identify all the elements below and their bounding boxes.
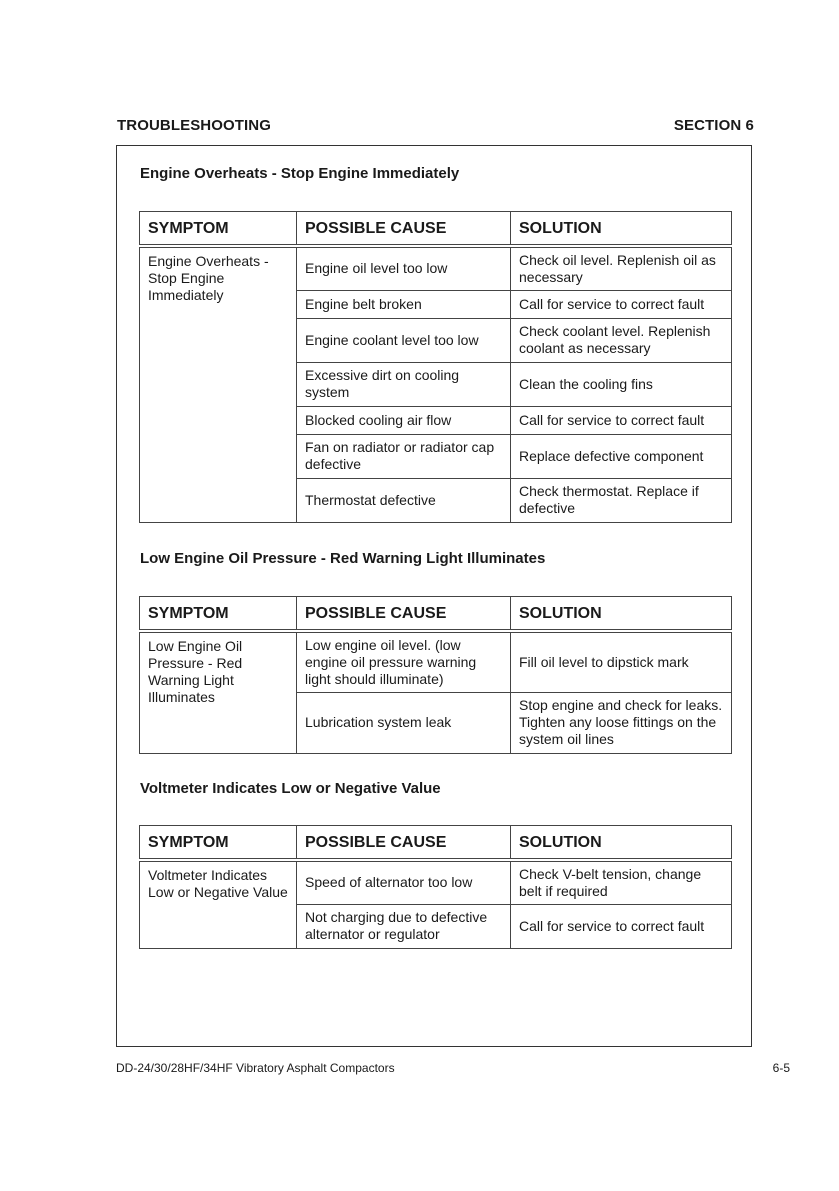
cause-cell: Not charging due to defective alternator or regulator — [297, 904, 511, 948]
column-header-solution: SOLUTION — [511, 597, 732, 632]
troubleshooting-table-engine-overheats — [139, 211, 732, 523]
solution-cell: Check V-belt tension, change belt if required — [511, 860, 732, 904]
cause-cell: Engine oil level too low — [297, 246, 511, 290]
cause-cell: Thermostat defective — [297, 478, 511, 522]
column-header-cause: POSSIBLE CAUSE — [297, 597, 511, 632]
cause-cell: Low engine oil level. (low engine oil pressure warning light should illuminate) — [297, 631, 511, 692]
page-number: 6-5 — [772, 1061, 790, 1075]
troubleshooting-table-voltmeter — [139, 825, 732, 949]
column-header-symptom: SYMPTOM — [140, 597, 297, 632]
column-header-cause: POSSIBLE CAUSE — [297, 826, 511, 861]
table-header-row — [140, 597, 732, 632]
cause-cell: Speed of alternator too low — [297, 860, 511, 904]
solution-cell: Check oil level. Replenish oil as necessary — [511, 246, 732, 290]
table-row — [140, 631, 732, 692]
section-title-engine-overheats: Engine Overheats - Stop Engine Immediately — [140, 165, 460, 182]
solution-cell: Stop engine and check for leaks. Tighten any loose fittings on the system oil lines — [511, 692, 732, 753]
section-header-title: TROUBLESHOOTING — [117, 117, 271, 134]
symptom-cell: Engine Overheats - Stop Engine Immediately — [140, 246, 297, 522]
column-header-symptom: SYMPTOM — [140, 826, 297, 861]
column-header-cause: POSSIBLE CAUSE — [297, 212, 511, 247]
solution-cell: Fill oil level to dipstick mark — [511, 631, 732, 692]
solution-cell: Call for service to correct fault — [511, 904, 732, 948]
symptom-cell: Low Engine Oil Pressure - Red Warning Light Illuminates — [140, 631, 297, 753]
solution-cell: Call for service to correct fault — [511, 290, 732, 318]
cause-cell: Lubrication system leak — [297, 692, 511, 753]
table-header-row — [140, 212, 732, 247]
solution-cell: Call for service to correct fault — [511, 406, 732, 434]
solution-cell: Check coolant level. Replenish coolant as necessary — [511, 318, 732, 362]
section-title-low-oil-pressure: Low Engine Oil Pressure - Red Warning Light Illuminates — [140, 550, 546, 567]
cause-cell: Engine coolant level too low — [297, 318, 511, 362]
cause-cell: Excessive dirt on cooling system — [297, 362, 511, 406]
cause-cell: Fan on radiator or radiator cap defective — [297, 434, 511, 478]
footer-document-title: DD-24/30/28HF/34HF Vibratory Asphalt Compactors — [116, 1061, 395, 1075]
section-number: SECTION 6 — [673, 117, 754, 134]
table-row — [140, 246, 732, 290]
solution-cell: Check thermostat. Replace if defective — [511, 478, 732, 522]
cause-cell: Blocked cooling air flow — [297, 406, 511, 434]
table-header-row — [140, 826, 732, 861]
section-title-voltmeter: Voltmeter Indicates Low or Negative Value — [140, 780, 441, 797]
cause-cell: Engine belt broken — [297, 290, 511, 318]
solution-cell: Replace defective component — [511, 434, 732, 478]
symptom-cell: Voltmeter Indicates Low or Negative Value — [140, 860, 297, 948]
column-header-symptom: SYMPTOM — [140, 212, 297, 247]
column-header-solution: SOLUTION — [511, 212, 732, 247]
solution-cell: Clean the cooling fins — [511, 362, 732, 406]
troubleshooting-table-low-oil-pressure — [139, 596, 732, 754]
column-header-solution: SOLUTION — [511, 826, 732, 861]
table-row — [140, 860, 732, 904]
